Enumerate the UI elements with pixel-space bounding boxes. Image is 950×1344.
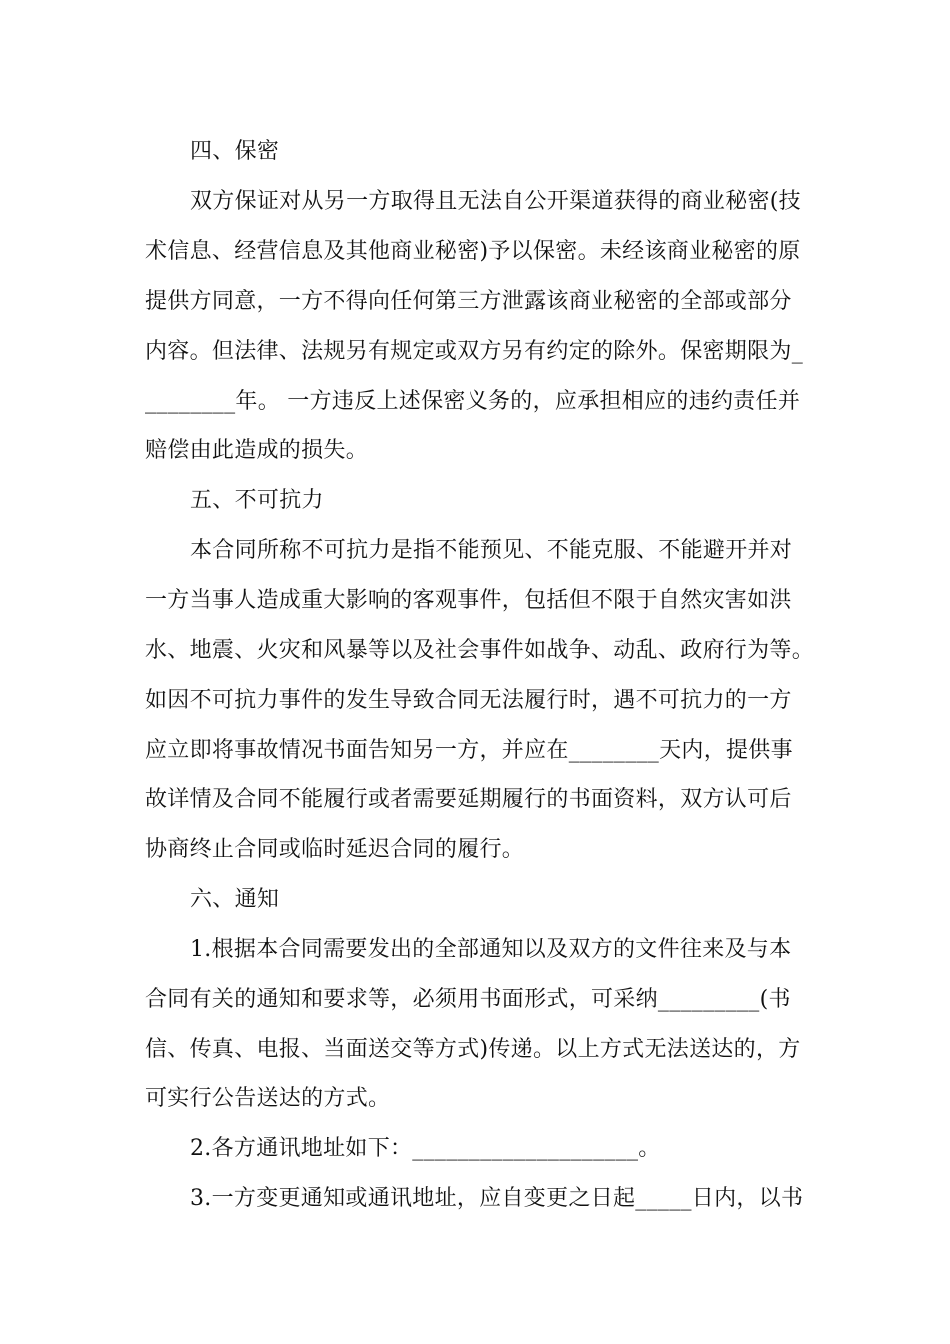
paragraph-line: 应立即将事故情况书面告知另一方，并应在________天内，提供事 bbox=[145, 738, 793, 763]
paragraph-line: 3.一方变更通知或通讯地址，应自变更之日起_____日内，以书 bbox=[190, 1186, 804, 1211]
paragraph-line: 故详情及合同不能履行或者需要延期履行的书面资料，双方认可后 bbox=[145, 787, 792, 812]
paragraph-line: 提供方同意，一方不得向任何第三方泄露该商业秘密的全部或部分 bbox=[145, 289, 792, 314]
paragraph-line: 协商终止合同或临时延迟合同的履行。 bbox=[145, 837, 525, 862]
paragraph-line: 本合同所称不可抗力是指不能预见、不能克服、不能避开并对 bbox=[190, 538, 793, 563]
paragraph-line: 如因不可抗力事件的发生导致合同无法履行时，遇不可抗力的一方 bbox=[145, 688, 792, 713]
paragraph-line: 一方当事人造成重大影响的客观事件，包括但不限于自然灾害如洪 bbox=[145, 588, 792, 613]
paragraph-line: 信、传真、电报、当面送交等方式)传递。以上方式无法送达的，方 bbox=[145, 1037, 801, 1062]
paragraph-line: 赔偿由此造成的损失。 bbox=[145, 438, 369, 463]
paragraph-line: 2.各方通讯地址如下：____________________。 bbox=[190, 1136, 661, 1161]
paragraph-line: ________年。 一方违反上述保密义务的，应承担相应的违约责任并 bbox=[145, 389, 801, 414]
paragraph-line: 水、地震、火灾和风暴等以及社会事件如战争、动乱、政府行为等。 bbox=[145, 638, 815, 663]
paragraph-line: 合同有关的通知和要求等，必须用书面形式，可采纳_________(书 bbox=[145, 987, 791, 1012]
paragraph-line: 术信息、经营信息及其他商业秘密)予以保密。未经该商业秘密的原 bbox=[145, 239, 801, 264]
section-heading-force-majeure: 五、不可抗力 bbox=[190, 488, 324, 513]
paragraph-line: 内容。但法律、法规另有规定或双方另有约定的除外。保密期限为_ bbox=[145, 339, 804, 364]
section-heading-notice: 六、通知 bbox=[190, 887, 280, 912]
paragraph-line: 可实行公告送达的方式。 bbox=[145, 1086, 391, 1111]
section-heading-confidentiality: 四、保密 bbox=[190, 139, 280, 164]
paragraph-line: 1.根据本合同需要发出的全部通知以及双方的文件往来及与本 bbox=[190, 937, 792, 962]
paragraph-line: 双方保证对从另一方取得且无法自公开渠道获得的商业秘密(技 bbox=[190, 189, 801, 214]
